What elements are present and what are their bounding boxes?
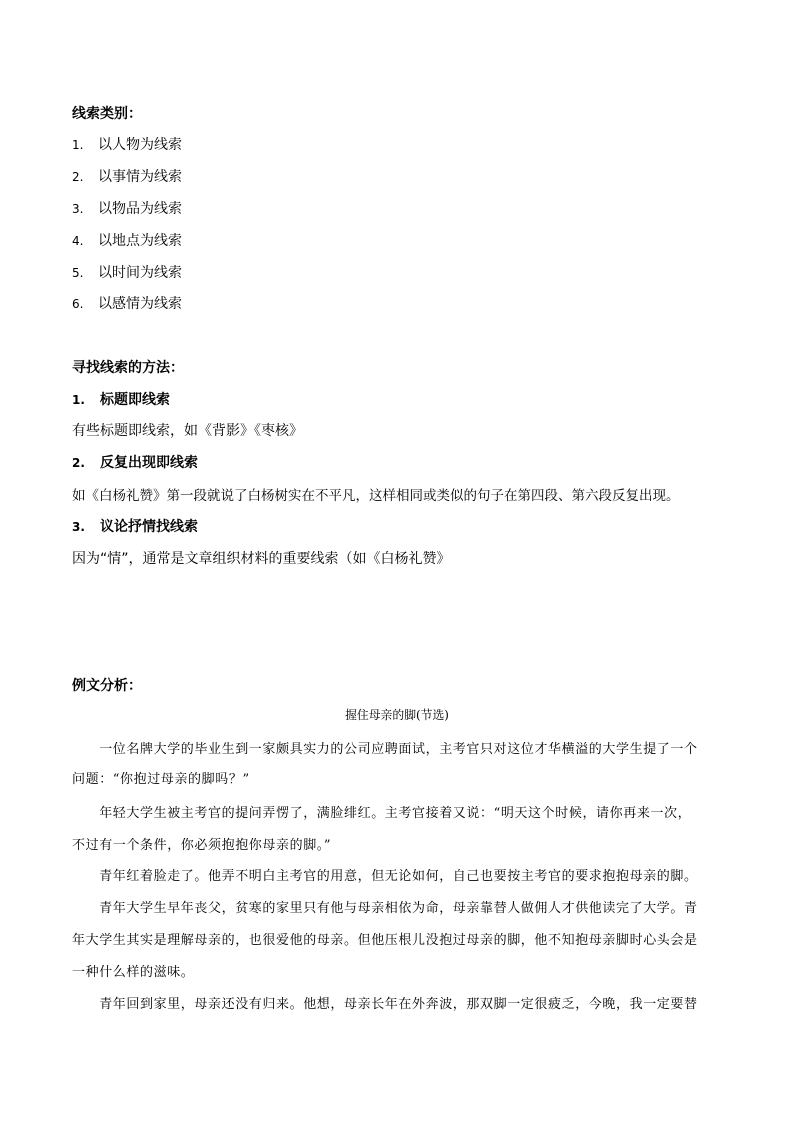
- article-line: 青年回到家里，母亲还没有归来。他想，母亲长年在外奔波，那双脚一定很疲乏，今晚，我一定要替: [72, 997, 698, 1012]
- list-number: 2.: [72, 170, 84, 184]
- method-title-text: 议论抒情找线索: [100, 519, 198, 535]
- method-title: [72, 389, 170, 409]
- list-text: 以事情为线索: [98, 169, 182, 185]
- article-line: 年大学生其实是理解母亲的，也很爱他的母亲。但他压根儿没抱过母亲的脚，他不知抱母亲脚时心头会是: [72, 933, 698, 948]
- list-text: 以地点为线索: [98, 233, 182, 249]
- method-title: [72, 516, 198, 536]
- list-text: 以物品为线索: [98, 201, 182, 217]
- list-number: 1.: [72, 138, 84, 152]
- method-title-text: 反复出现即线索: [100, 455, 198, 471]
- example-heading: 例文分析：: [72, 678, 142, 694]
- list-item: [72, 230, 182, 250]
- list-item: [72, 293, 182, 313]
- method-description: 有些标题即线索，如《背影》《枣核》: [72, 423, 303, 439]
- article-line: 一位名牌大学的毕业生到一家颇具实力的公司应聘面试，主考官只对这位才华横溢的大学生提了一个: [72, 742, 698, 757]
- method-description: 因为“情”，通常是文章组织材料的重要线索（如《白杨礼赞》: [72, 551, 451, 567]
- list-item: [72, 198, 182, 218]
- method-number: 3.: [72, 520, 85, 534]
- list-text: 以人物为线索: [98, 137, 182, 153]
- list-number: 6.: [72, 297, 84, 311]
- methods-heading: 寻找线索的方法：: [72, 360, 184, 376]
- method-title-text: 标题即线索: [100, 392, 170, 408]
- list-text: 以感情为线索: [98, 296, 182, 312]
- method-number: 1.: [72, 393, 85, 407]
- list-number: 4.: [72, 234, 84, 248]
- list-item: [72, 166, 182, 186]
- article-line: 一种什么样的滋味。: [72, 965, 195, 980]
- list-text: 以时间为线索: [98, 265, 182, 281]
- list-item: [72, 262, 182, 282]
- article-title: 握住母亲的脚(节选): [345, 708, 449, 722]
- method-number: 2.: [72, 456, 85, 470]
- list-number: 5.: [72, 266, 84, 280]
- list-number: 3.: [72, 202, 84, 216]
- article-line: 年轻大学生被主考官的提问弄愣了，满脸绯红。主考官接着又说：“明天这个时候，请你再来一次，: [72, 806, 692, 821]
- article-line: 不过有一个条件，你必须抱抱你母亲的脚。”: [72, 838, 332, 853]
- method-title: [72, 452, 198, 472]
- method-description: 如《白杨礼赞》第一段就说了白杨树实在不平凡，这样相同或类似的句子在第四段、第六段反复出现。: [72, 488, 680, 504]
- article-line: 青年红着脸走了。他弄不明白主考官的用意，但无论如何，自己也要按主考官的要求抱抱母亲的脚。: [72, 869, 698, 884]
- article-line: 青年大学生早年丧父，贫寒的家里只有他与母亲相依为命，母亲靠替人做佣人才供他读完了大学。青: [72, 901, 698, 916]
- clue-types-heading: 线索类别：: [72, 106, 142, 122]
- article-line: 问题：“你抱过母亲的脚吗？”: [72, 772, 250, 787]
- list-item: [72, 134, 182, 154]
